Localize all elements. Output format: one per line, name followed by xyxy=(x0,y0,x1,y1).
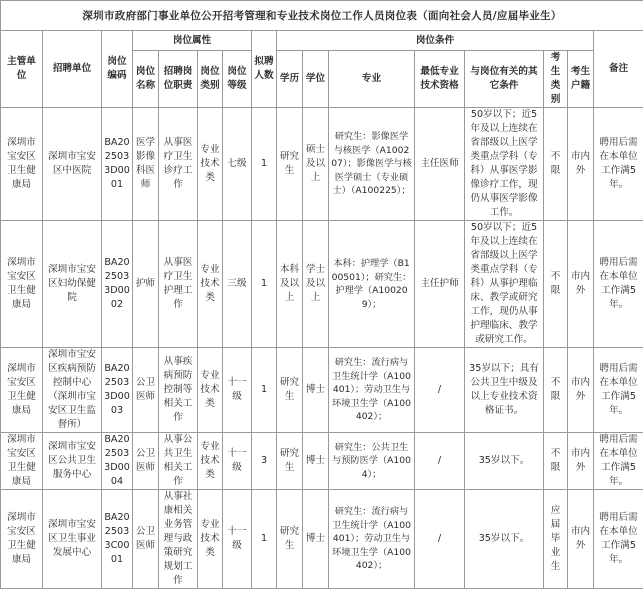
cell-candidate-type: 不限 xyxy=(544,433,568,490)
cell-grade: 七级 xyxy=(223,108,252,221)
cell-qualification: 主任护师 xyxy=(415,221,465,348)
cell-remark: 聘用后需在本单位工作满5年。 xyxy=(594,221,643,348)
header-duty: 招聘岗位职责 xyxy=(159,51,198,108)
cell-residence: 市内外 xyxy=(568,108,594,221)
cell-major: 研究生：公共卫生与预防医学（A1004）； xyxy=(329,433,415,490)
header-supervisor: 主管单位 xyxy=(1,31,43,108)
cell-education: 研究生 xyxy=(277,108,303,221)
cell-name: 护师 xyxy=(133,221,159,348)
cell-qualification: / xyxy=(415,433,465,490)
cell-other: 50岁以下；近5年及以上连续在省部级以上医学类重点学科（专科）从事护理临床、教学或研究工作，现仍从事护理临床、教学或研究工作。 xyxy=(465,221,544,348)
cell-supervisor: 深圳市宝安区卫生健康局 xyxy=(1,490,43,589)
table-row xyxy=(1,490,643,589)
cell-major: 研究生：流行病与卫生统计学（A100401）；劳动卫生与环境卫生学（A100402）； xyxy=(329,490,415,589)
cell-duty: 从事医疗卫生护理工作 xyxy=(159,221,198,348)
cell-candidate-type: 不限 xyxy=(544,221,568,348)
cell-code: BA2025033D0002 xyxy=(102,221,133,348)
cell-grade: 十一级 xyxy=(223,348,252,433)
cell-code: BA2025033D0001 xyxy=(102,108,133,221)
table-row xyxy=(1,221,643,348)
cell-qualification: / xyxy=(415,348,465,433)
cell-code: BA2025033D0004 xyxy=(102,433,133,490)
cell-count: 3 xyxy=(252,433,277,490)
table-row xyxy=(1,108,643,221)
cell-duty: 从事医疗卫生诊疗工作 xyxy=(159,108,198,221)
cell-candidate-type: 不限 xyxy=(544,108,568,221)
cell-degree: 博士 xyxy=(303,490,329,589)
cell-category: 专业技术类 xyxy=(198,348,223,433)
cell-duty: 从事疾病预防控制等相关工作 xyxy=(159,348,198,433)
header-residence: 考生户籍 xyxy=(568,51,594,108)
cell-residence: 市内外 xyxy=(568,490,594,589)
cell-name: 公卫医师 xyxy=(133,490,159,589)
table-title: 深圳市政府部门事业单位公开招考管理和专业技术岗位工作人员岗位表（面向社会人员/应届毕业生） xyxy=(1,1,643,31)
cell-category: 专业技术类 xyxy=(198,490,223,589)
header-category: 岗位类别 xyxy=(198,51,223,108)
cell-count: 1 xyxy=(252,108,277,221)
cell-supervisor: 深圳市宝安区卫生健康局 xyxy=(1,433,43,490)
table-row xyxy=(1,348,643,433)
cell-category: 专业技术类 xyxy=(198,108,223,221)
header-candidate-type: 考生类别 xyxy=(544,51,568,108)
header-group-conditions: 岗位条件 xyxy=(277,31,594,51)
cell-count: 1 xyxy=(252,221,277,348)
cell-grade: 十一级 xyxy=(223,433,252,490)
header-group-attributes: 岗位属性 xyxy=(133,31,252,51)
cell-residence: 市内外 xyxy=(568,433,594,490)
cell-remark: 聘用后需在本单位工作满5年。 xyxy=(594,108,643,221)
table-row xyxy=(1,433,643,490)
cell-degree: 博士 xyxy=(303,348,329,433)
cell-major: 研究生：流行病与卫生统计学（A100401）；劳动卫生与环境卫生学（A100402）； xyxy=(329,348,415,433)
header-code: 岗位编码 xyxy=(102,31,133,108)
cell-code: BA2025033D0003 xyxy=(102,348,133,433)
header-name: 岗位名称 xyxy=(133,51,159,108)
header-remark: 备注 xyxy=(594,31,643,108)
cell-category: 专业技术类 xyxy=(198,221,223,348)
cell-category: 专业技术类 xyxy=(198,433,223,490)
header-grade: 岗位等级 xyxy=(223,51,252,108)
cell-other: 50岁以下；近5年及以上连续在省部级以上医学类重点学科（专科）从事医学影像诊疗工作，现仍从事医学影像工作。 xyxy=(465,108,544,221)
cell-duty: 从事公共卫生相关工作 xyxy=(159,433,198,490)
cell-qualification: 主任医师 xyxy=(415,108,465,221)
cell-major: 本科：护理学（B100501）；研究生：护理学（A100209）； xyxy=(329,221,415,348)
cell-degree: 博士 xyxy=(303,433,329,490)
cell-count: 1 xyxy=(252,348,277,433)
cell-employer: 深圳市宝安区中医院 xyxy=(43,108,102,221)
cell-remark: 聘用后需在本单位工作满5年。 xyxy=(594,348,643,433)
header-qualification: 最低专业技术资格 xyxy=(415,51,465,108)
cell-degree: 硕士及以上 xyxy=(303,108,329,221)
cell-code: BA2025033C0001 xyxy=(102,490,133,589)
cell-education: 研究生 xyxy=(277,433,303,490)
cell-duty: 从事社康相关业务管理与政策研究规划工作 xyxy=(159,490,198,589)
header-row-1 xyxy=(1,31,643,51)
cell-candidate-type: 不限 xyxy=(544,348,568,433)
cell-supervisor: 深圳市宝安区卫生健康局 xyxy=(1,348,43,433)
header-degree: 学位 xyxy=(303,51,329,108)
cell-employer: 深圳市宝安区卫生事业发展中心 xyxy=(43,490,102,589)
cell-employer: 深圳市宝安区公共卫生服务中心 xyxy=(43,433,102,490)
cell-grade: 三级 xyxy=(223,221,252,348)
cell-supervisor: 深圳市宝安区卫生健康局 xyxy=(1,221,43,348)
cell-remark: 聘用后需在本单位工作满5年。 xyxy=(594,433,643,490)
cell-count: 1 xyxy=(252,490,277,589)
cell-education: 研究生 xyxy=(277,348,303,433)
header-employer: 招聘单位 xyxy=(43,31,102,108)
cell-name: 医学影像科医师 xyxy=(133,108,159,221)
cell-name: 公卫医师 xyxy=(133,348,159,433)
cell-employer: 深圳市宝安区妇幼保健院 xyxy=(43,221,102,348)
cell-major: 研究生：影像医学与核医学（A100207）；影像医学与核医学硕士（专业硕士）（A100225）； xyxy=(329,108,415,221)
cell-residence: 市内外 xyxy=(568,348,594,433)
cell-supervisor: 深圳市宝安区卫生健康局 xyxy=(1,108,43,221)
cell-education: 本科及以上 xyxy=(277,221,303,348)
cell-other: 35岁以下。 xyxy=(465,490,544,589)
header-other-conditions: 与岗位有关的其它条件 xyxy=(465,51,544,108)
cell-residence: 市内外 xyxy=(568,221,594,348)
header-education: 学历 xyxy=(277,51,303,108)
cell-other: 35岁以下；具有公共卫生中级及以上专业技术资格证书。 xyxy=(465,348,544,433)
cell-grade: 十一级 xyxy=(223,490,252,589)
cell-degree: 学士及以上 xyxy=(303,221,329,348)
header-major: 专业 xyxy=(329,51,415,108)
cell-remark: 聘用后需在本单位工作满5年。 xyxy=(594,490,643,589)
cell-name: 公卫医师 xyxy=(133,433,159,490)
cell-employer: 深圳市宝安区疾病预防控制中心（深圳市宝安区卫生监督所） xyxy=(43,348,102,433)
cell-other: 35岁以下。 xyxy=(465,433,544,490)
cell-candidate-type: 应届毕业生 xyxy=(544,490,568,589)
header-count: 拟聘人数 xyxy=(252,31,277,108)
cell-education: 研究生 xyxy=(277,490,303,589)
cell-qualification: / xyxy=(415,490,465,589)
title-row xyxy=(1,1,643,31)
